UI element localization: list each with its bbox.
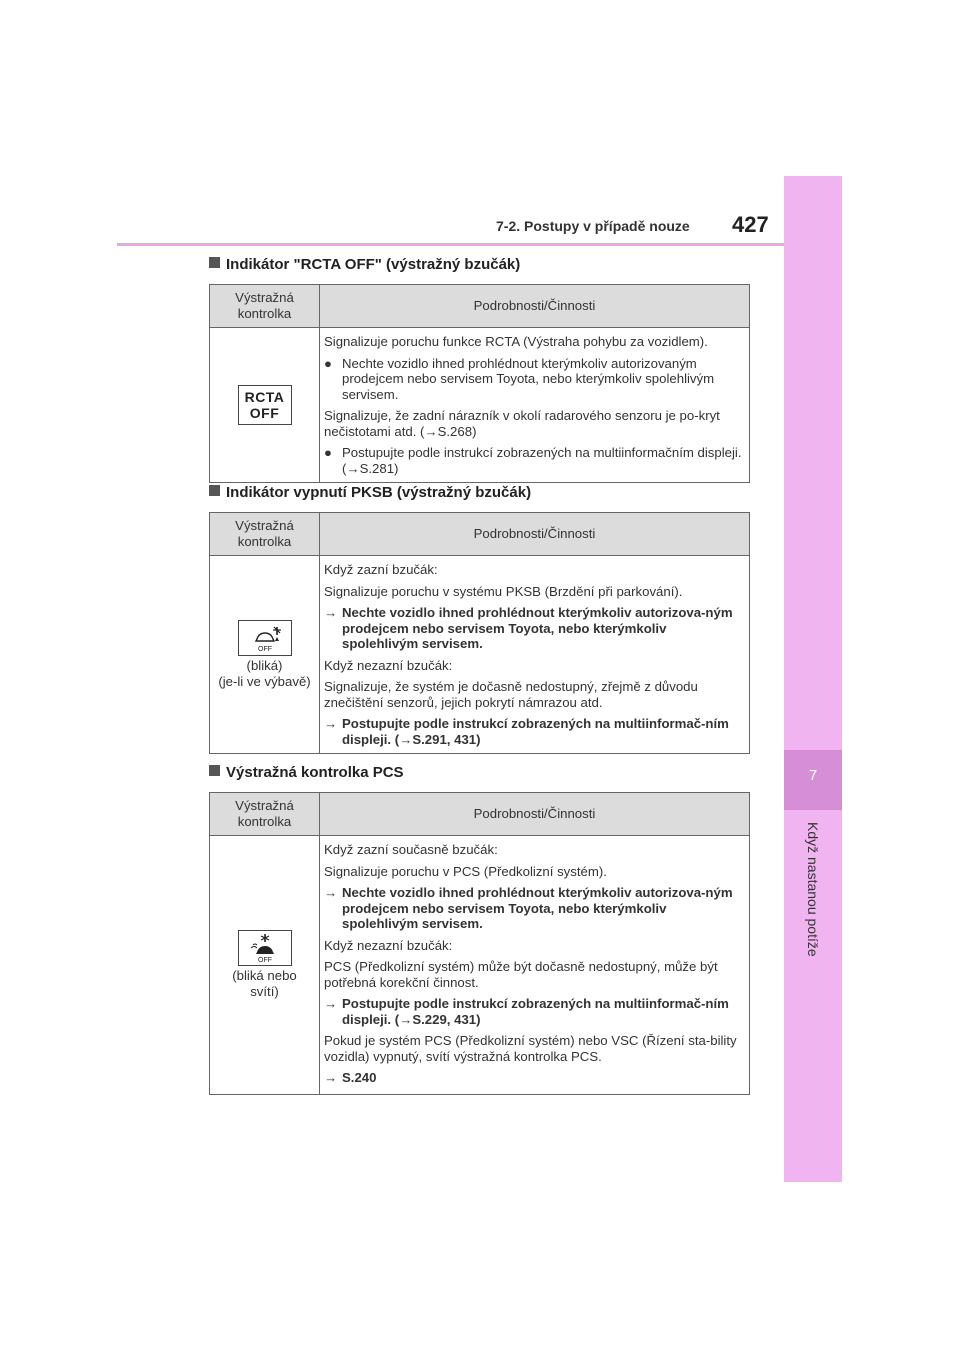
bullet-icon: ● <box>324 355 332 371</box>
warning-table-rcta <box>209 284 750 483</box>
arrow-icon: → <box>324 716 338 731</box>
details-cell: Když zazní současně bzučák: Signalizuje poruchu v PCS (Předkolizní systém). → Nechte vozidlo ihned prohlédnout kterýmkoliv autorizova-ným prodejcem nebo servisem Toyota, nebo kterýmkoliv spolehlivým servisem. Když nezazní bzučák: PCS (Předkolizní systém) může být dočasně nedostupný, může být potřebná korekční činnost. → Postupujte podle instrukcí zobrazených na multiinformač-ním displeji. (→S.229, 431) Pokud je systém PCS (Předkolizní systém) nebo VSC (Řízení sta-bility vozidla) vypnutý, svítí výstražná kontrolka PCS. → S.240 <box>320 836 750 1095</box>
chapter-number: 7 <box>784 750 842 810</box>
square-bullet-icon <box>209 257 220 268</box>
header-divider <box>117 243 784 246</box>
warning-table-pcs <box>209 792 750 1095</box>
indicator-cell <box>210 328 320 483</box>
arrow-icon: → <box>324 996 338 1011</box>
pcs-off-icon <box>238 930 292 966</box>
chapter-side-tab <box>784 176 842 1182</box>
column-header-details: Podrobnosti/Činnosti <box>320 285 750 328</box>
column-header-indicator: Výstražná kontrolka <box>210 793 320 836</box>
pksb-off-icon <box>238 620 292 656</box>
details-cell: Když zazní bzučák: Signalizuje poruchu v systému PKSB (Brzdění při parkování). → Nechte vozidlo ihned prohlédnout kterýmkoliv autorizova-ným prodejcem nebo servisem Toyota, nebo kterýmkoliv spolehlivým servisem. Když nezazní bzučák: Signalizuje, že systém je dočasně nedostupný, zřejmě z důvodu znečištění senzorů, jejich pokrytí námrazou atd. → Postupujte podle instrukcí zobrazených na multiinformač-ním displeji. (→S.291, 431) <box>320 556 750 754</box>
chapter-title: Když nastanou potíže <box>805 822 821 957</box>
indicator-cell: OFF (bliká) (je-li ve výbavě) <box>210 556 320 754</box>
details-cell: Signalizuje poruchu funkce RCTA (Výstraha pohybu za vozidlem). ● Nechte vozidlo ihned prohlédnout kterýmkoliv autorizovaným prodejcem nebo servisem Toyota, nebo kterýmkoliv spolehlivým servisem. Signalizuje, že zadní nárazník v okolí radarového senzoru je po-kryt nečistotami atd. (→S.268) ● Postupujte podle instrukcí zobrazených na multiinformačním displeji. (→S.281) <box>320 328 750 483</box>
column-header-details: Podrobnosti/Činnosti <box>320 513 750 556</box>
column-header-details: Podrobnosti/Činnosti <box>320 793 750 836</box>
square-bullet-icon <box>209 765 220 776</box>
column-header-indicator: Výstražná kontrolka <box>210 513 320 556</box>
section-heading-pcs: Výstražná kontrolka PCS <box>209 764 404 781</box>
bullet-icon: ● <box>324 445 332 460</box>
section-heading-rcta: Indikátor "RCTA OFF" (výstražný bzučák) <box>209 256 520 273</box>
arrow-icon: → <box>324 605 338 620</box>
section-heading-pksb: Indikátor vypnutí PKSB (výstražný bzučák) <box>209 484 531 501</box>
svg-text:OFF: OFF <box>257 956 272 964</box>
arrow-icon: → <box>324 885 338 900</box>
rcta-off-icon: RCTA OFF <box>238 385 292 425</box>
column-header-indicator: Výstražná kontrolka <box>210 285 320 328</box>
warning-table-pksb <box>209 512 750 754</box>
svg-text:OFF: OFF <box>257 645 272 653</box>
arrow-icon: → <box>324 1070 338 1085</box>
section-header-title: 7-2. Postupy v případě nouze <box>496 218 690 234</box>
page-number: 427 <box>732 212 769 237</box>
indicator-cell: OFF (bliká nebo svítí) <box>210 836 320 1095</box>
square-bullet-icon <box>209 485 220 496</box>
